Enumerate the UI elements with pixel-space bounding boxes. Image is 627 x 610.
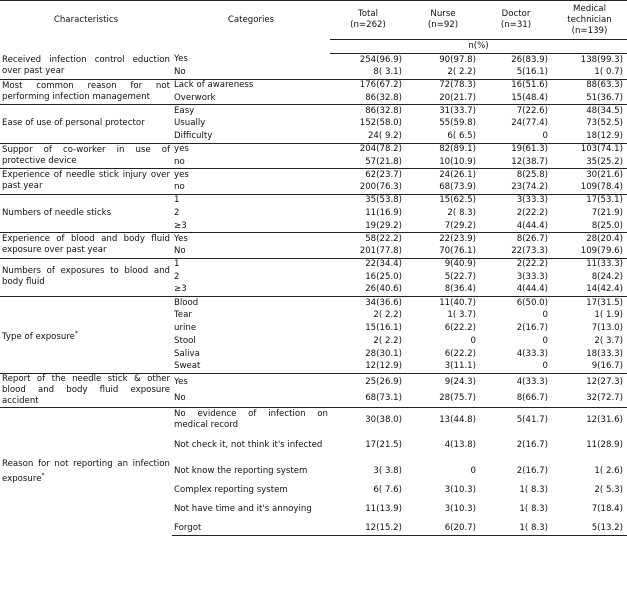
medtech-cell: 12(31.6) xyxy=(552,407,627,433)
medtech-cell: 1( 2.6) xyxy=(594,465,623,476)
nurse-cell: 4(13.8) xyxy=(444,440,476,451)
table-row xyxy=(0,373,627,390)
doctor-cell: 16(51.6) xyxy=(480,79,552,92)
nurse-cell: 9(24.3) xyxy=(406,373,480,390)
medtech-cell: 8(24.2) xyxy=(591,271,623,282)
table-row xyxy=(0,79,627,92)
medtech-cell: 48(34.5) xyxy=(552,105,627,118)
category-cell: No evidence of infection on medical record xyxy=(172,407,330,433)
medtech-cell: 88(63.3) xyxy=(552,79,627,92)
total-cell: 58(22.2) xyxy=(330,233,406,246)
doctor-cell: 6(50.0) xyxy=(480,297,552,310)
category-cell: Forgot xyxy=(172,522,330,535)
medtech-cell: 11(33.3) xyxy=(552,258,627,271)
characteristic-label: Numbers of exposures to blood and body fluid xyxy=(0,258,172,296)
category-cell: 2 xyxy=(174,207,180,218)
total-cell: 86(32.8) xyxy=(330,105,406,118)
medtech-cell: 17(31.5) xyxy=(552,297,627,310)
total-cell: 15(16.1) xyxy=(365,323,402,334)
nurse-cell: 31(33.7) xyxy=(406,105,480,118)
nurse-cell: 6(20.7) xyxy=(406,522,480,535)
doctor-cell: 4(44.4) xyxy=(516,284,548,295)
doctor-cell: 2(16.7) xyxy=(516,440,548,451)
nurse-cell: 0 xyxy=(470,335,476,346)
category-cell: No xyxy=(174,393,186,404)
total-cell: 8( 3.1) xyxy=(373,66,402,77)
doctor-cell: 2(22.2) xyxy=(480,258,552,271)
category-cell: Yes xyxy=(172,233,330,246)
nurse-cell: 22(23.9) xyxy=(406,233,480,246)
doctor-cell: 19(61.3) xyxy=(480,143,552,156)
nurse-cell: 6(22.2) xyxy=(444,323,476,334)
unit-label: n(%) xyxy=(330,40,627,54)
category-cell: yes xyxy=(172,169,330,182)
header-categories: Categories xyxy=(172,1,330,40)
doctor-cell: 3(33.3) xyxy=(480,194,552,207)
table-row xyxy=(0,297,627,310)
total-cell: 2( 2.2) xyxy=(373,335,402,346)
medtech-cell: 109(79.6) xyxy=(580,246,623,257)
nurse-cell: 0 xyxy=(470,465,476,476)
table-row xyxy=(0,54,627,67)
category-cell: Difficulty xyxy=(174,130,213,141)
table-row xyxy=(0,105,627,118)
table-row xyxy=(0,169,627,182)
footnote-mark: * xyxy=(74,329,78,337)
doctor-cell: 5(16.1) xyxy=(516,66,548,77)
nurse-cell: 13(44.8) xyxy=(406,407,480,433)
nurse-cell: 28(75.7) xyxy=(439,393,476,404)
category-cell: Yes xyxy=(174,54,188,65)
total-cell: 176(67.2) xyxy=(330,79,406,92)
medtech-cell: 30(21.6) xyxy=(552,169,627,182)
nurse-cell: 55(59.8) xyxy=(439,118,476,129)
total-cell: 57(21.8) xyxy=(365,156,402,167)
total-cell: 26(40.6) xyxy=(365,284,402,295)
medtech-cell: 1( 0.7) xyxy=(594,66,623,77)
total-cell: 30(38.0) xyxy=(330,407,406,433)
characteristic-label: Experience of blood and body fluid exposure over past year xyxy=(0,233,172,259)
category-cell: No xyxy=(174,66,186,77)
nurse-cell: 70(76.1) xyxy=(439,246,476,257)
medtech-cell: 11(28.9) xyxy=(586,440,623,451)
footnote-mark: * xyxy=(41,471,45,479)
doctor-cell: 22(73.3) xyxy=(511,246,548,257)
doctor-cell: 8(26.7) xyxy=(480,233,552,246)
doctor-cell: 4(33.3) xyxy=(516,348,548,359)
header-doctor: Doctor (n=31) xyxy=(480,1,552,40)
total-cell: 22(34.4) xyxy=(330,258,406,271)
medtech-cell: 5(13.2) xyxy=(552,522,627,535)
total-cell: 152(58.0) xyxy=(359,118,402,129)
nurse-cell: 11(40.7) xyxy=(406,297,480,310)
nurse-cell: 8(36.4) xyxy=(444,284,476,295)
category-cell: 1 xyxy=(172,258,330,271)
category-cell: Not check it, not think it's infected xyxy=(174,440,323,451)
characteristic-label: Experience of needle stick injury over past year xyxy=(0,169,172,195)
medtech-cell: 51(36.7) xyxy=(586,92,623,103)
doctor-cell: 8(66.7) xyxy=(516,393,548,404)
category-cell: no xyxy=(174,156,185,167)
doctor-cell: 12(38.7) xyxy=(511,156,548,167)
unit-row xyxy=(0,40,627,54)
category-cell: ≥3 xyxy=(174,220,187,231)
total-cell: 204(78.2) xyxy=(330,143,406,156)
medtech-cell: 73(52.5) xyxy=(586,118,623,129)
total-cell: 11(13.9) xyxy=(365,503,402,514)
characteristic-label: Report of the needle stick & other blood and body fluid exposure accident xyxy=(2,373,170,406)
medtech-cell: 28(20.4) xyxy=(552,233,627,246)
total-cell: 62(23.7) xyxy=(330,169,406,182)
medtech-cell: 103(74.1) xyxy=(552,143,627,156)
category-cell: ≥3 xyxy=(174,284,187,295)
nurse-cell: 24(26.1) xyxy=(406,169,480,182)
category-cell: Not have time and it's annoying xyxy=(174,503,312,514)
medtech-cell: 18(33.3) xyxy=(586,348,623,359)
total-cell: 6( 7.6) xyxy=(373,484,402,495)
doctor-cell: 24(77.4) xyxy=(511,118,548,129)
category-cell: Complex reporting system xyxy=(174,484,288,495)
nurse-cell: 3(11.1) xyxy=(444,361,476,372)
total-cell: 68(73.1) xyxy=(365,393,402,404)
category-cell: 2 xyxy=(174,271,180,282)
doctor-cell: 0 xyxy=(542,310,548,321)
nurse-cell: 6( 6.5) xyxy=(447,130,476,141)
medtech-cell: 9(16.7) xyxy=(591,361,623,372)
doctor-cell: 0 xyxy=(542,130,548,141)
doctor-cell: 0 xyxy=(542,335,548,346)
total-cell: 3( 3.8) xyxy=(373,465,402,476)
medtech-cell: 18(12.9) xyxy=(586,130,623,141)
category-cell: No xyxy=(174,246,186,257)
header-nurse: Nurse (n=92) xyxy=(406,1,480,40)
total-cell: 12(12.9) xyxy=(365,361,402,372)
category-cell: Not know the reporting system xyxy=(174,465,308,476)
characteristic-label: Suppor of co-worker in use of protective device xyxy=(0,143,172,169)
medtech-cell: 8(25.0) xyxy=(591,220,623,231)
medtech-cell: 109(78.4) xyxy=(580,182,623,193)
total-cell: 17(21.5) xyxy=(365,440,402,451)
nurse-cell: 2( 8.3) xyxy=(447,207,476,218)
characteristic-label: Ease of use of personal protector xyxy=(0,105,172,143)
nurse-cell: 15(62.5) xyxy=(406,194,480,207)
medtech-cell: 2( 3.7) xyxy=(594,335,623,346)
doctor-cell: 2(16.7) xyxy=(516,465,548,476)
doctor-cell: 1( 8.3) xyxy=(480,522,552,535)
medtech-cell: 32(72.7) xyxy=(586,393,623,404)
total-cell: 86(32.8) xyxy=(365,92,402,103)
total-cell: 201(77.8) xyxy=(359,246,402,257)
nurse-cell: 3(10.3) xyxy=(444,503,476,514)
medtech-cell: 7(21.9) xyxy=(591,207,623,218)
category-cell: Sweat xyxy=(174,361,201,372)
medtech-cell: 17(53.1) xyxy=(552,194,627,207)
total-cell: 35(53.8) xyxy=(330,194,406,207)
header-medical-technician: Medical technician (n=139) xyxy=(552,1,627,40)
nurse-cell: 10(10.9) xyxy=(439,156,476,167)
category-cell: Tear xyxy=(174,310,192,321)
doctor-cell: 5(41.7) xyxy=(480,407,552,433)
medtech-cell: 7(13.0) xyxy=(591,323,623,334)
category-cell: Blood xyxy=(172,297,330,310)
category-cell: Lack of awareness xyxy=(172,79,330,92)
medtech-cell: 2( 5.3) xyxy=(594,484,623,495)
characteristic-label: Reason for not reporting an infection exposure* xyxy=(0,407,172,535)
doctor-cell: 0 xyxy=(542,361,548,372)
doctor-cell: 1( 8.3) xyxy=(519,503,548,514)
nurse-cell: 9(40.9) xyxy=(406,258,480,271)
medtech-cell: 14(42.4) xyxy=(586,284,623,295)
doctor-cell: 15(48.4) xyxy=(511,92,548,103)
header-total: Total (n=262) xyxy=(330,1,406,40)
table-row xyxy=(0,407,627,433)
total-cell: 2( 2.2) xyxy=(373,310,402,321)
table-row xyxy=(0,143,627,156)
nurse-cell: 90(97.8) xyxy=(439,54,476,65)
category-cell: 1 xyxy=(172,194,330,207)
header-row xyxy=(0,1,627,40)
doctor-cell: 23(74.2) xyxy=(511,182,548,193)
doctor-cell: 4(44.4) xyxy=(516,220,548,231)
table-body xyxy=(0,54,627,536)
total-cell: 24( 9.2) xyxy=(367,130,402,141)
characteristic-label: Type of exposure* xyxy=(0,297,172,374)
category-cell: Usually xyxy=(174,118,206,129)
characteristic-label: Received infection control eduction over past year xyxy=(2,55,170,77)
total-cell: 28(30.1) xyxy=(365,348,402,359)
table-row xyxy=(0,258,627,271)
doctor-cell: 3(33.3) xyxy=(516,271,548,282)
category-cell: Stool xyxy=(174,335,196,346)
category-cell: urine xyxy=(174,323,197,334)
category-cell: no xyxy=(174,182,185,193)
medtech-cell: 35(25.2) xyxy=(586,156,623,167)
nurse-cell: 1( 3.7) xyxy=(447,310,476,321)
category-cell: Easy xyxy=(172,105,330,118)
medtech-cell: 7(18.4) xyxy=(591,503,623,514)
doctor-cell: 26(83.9) xyxy=(511,54,548,65)
medtech-cell: 1( 1.9) xyxy=(594,310,623,321)
header-characteristics: Characteristics xyxy=(0,1,172,40)
characteristic-label: Most common reason for not performing infection management xyxy=(0,79,172,105)
nurse-cell: 82(89.1) xyxy=(406,143,480,156)
nurse-cell: 20(21.7) xyxy=(439,92,476,103)
category-cell: yes xyxy=(172,143,330,156)
total-cell: 25(26.9) xyxy=(330,373,406,390)
total-cell: 200(76.3) xyxy=(359,182,402,193)
total-cell: 34(36.6) xyxy=(330,297,406,310)
table-row xyxy=(0,233,627,246)
nurse-cell: 6(22.2) xyxy=(444,348,476,359)
medtech-cell: 12(27.3) xyxy=(552,373,627,390)
category-cell: Overwork xyxy=(174,92,216,103)
total-cell: 254(96.9) xyxy=(359,54,402,65)
nurse-cell: 3(10.3) xyxy=(444,484,476,495)
total-cell: 19(29.2) xyxy=(365,220,402,231)
doctor-cell: 8(25.8) xyxy=(480,169,552,182)
doctor-cell: 7(22.6) xyxy=(480,105,552,118)
nurse-cell: 68(73.9) xyxy=(439,182,476,193)
category-cell: Yes xyxy=(172,373,330,390)
nurse-cell: 5(22.7) xyxy=(444,271,476,282)
total-cell: 16(25.0) xyxy=(365,271,402,282)
characteristic-label: Numbers of needle sticks xyxy=(0,194,172,232)
table-row xyxy=(0,194,627,207)
category-cell: Saliva xyxy=(174,348,200,359)
doctor-cell: 1( 8.3) xyxy=(519,484,548,495)
nurse-cell: 2( 2.2) xyxy=(447,66,476,77)
nurse-cell: 72(78.3) xyxy=(406,79,480,92)
doctor-cell: 2(22.2) xyxy=(516,207,548,218)
total-cell: 11(16.9) xyxy=(365,207,402,218)
medtech-cell: 138(99.3) xyxy=(580,54,623,65)
total-cell: 12(15.2) xyxy=(330,522,406,535)
doctor-cell: 4(33.3) xyxy=(480,373,552,390)
doctor-cell: 2(16.7) xyxy=(516,323,548,334)
nurse-cell: 7(29.2) xyxy=(444,220,476,231)
